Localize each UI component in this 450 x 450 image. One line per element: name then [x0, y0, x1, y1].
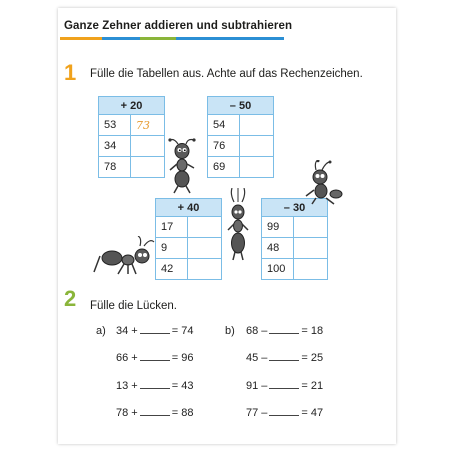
- table-cell-answer[interactable]: [294, 259, 328, 280]
- title-stripe-blue: [102, 37, 140, 40]
- answer-blank[interactable]: [269, 325, 299, 334]
- table-cell-value: 100: [262, 259, 294, 280]
- table-cell-value: 17: [156, 217, 188, 238]
- table-header: – 50: [208, 97, 274, 115]
- equation-right: = 47: [301, 407, 324, 419]
- table-cell-answer[interactable]: [240, 115, 274, 136]
- answer-blank[interactable]: [269, 380, 299, 389]
- title-stripe-blue-long: [176, 37, 284, 40]
- ant-hanging-icon: [226, 188, 250, 262]
- equation-left: 78 +: [116, 407, 138, 419]
- answer-blank[interactable]: [269, 352, 299, 361]
- table-minus-50: [207, 96, 274, 178]
- equation-right: = 25: [301, 352, 324, 364]
- table-cell-answer[interactable]: [131, 136, 165, 157]
- answer-blank[interactable]: [140, 407, 170, 416]
- table-plus-40: [155, 198, 222, 280]
- equation-left: 77 –: [246, 407, 268, 419]
- table-cell-value: 53: [99, 115, 131, 136]
- equation-left: 68 –: [246, 325, 268, 337]
- table-plus-20: [98, 96, 165, 178]
- equation-right: = 96: [171, 352, 194, 364]
- table-cell-value: 69: [208, 157, 240, 178]
- column-b-label: b): [225, 325, 235, 337]
- table-cell-answer[interactable]: [188, 259, 222, 280]
- answer-blank[interactable]: [140, 325, 170, 334]
- equation-left: 91 –: [246, 380, 268, 392]
- equation-left: 34 +: [116, 325, 138, 337]
- equation-left: 66 +: [116, 352, 138, 364]
- equation-a4: [116, 407, 193, 419]
- title-stripe-orange: [60, 37, 102, 40]
- equation-b1: [246, 325, 323, 337]
- table-header: + 40: [156, 199, 222, 217]
- equation-a2: [116, 352, 193, 364]
- equation-left: 13 +: [116, 380, 138, 392]
- table-cell-value: 42: [156, 259, 188, 280]
- table-cell-answer[interactable]: 73: [131, 115, 165, 136]
- title-stripe-green: [140, 37, 176, 40]
- table-cell-value: 9: [156, 238, 188, 259]
- task2-instruction: Fülle die Lücken.: [90, 300, 177, 312]
- equation-a3: [116, 380, 193, 392]
- table-minus-30: [261, 198, 328, 280]
- task-number-2: 2: [64, 286, 77, 311]
- table-cell-value: 54: [208, 115, 240, 136]
- table-cell-answer[interactable]: [240, 136, 274, 157]
- page-title: Ganze Zehner addieren und subtrahieren: [64, 20, 293, 32]
- equation-left: 45 –: [246, 352, 268, 364]
- equation-right: = 43: [171, 380, 194, 392]
- table-cell-answer[interactable]: [188, 217, 222, 238]
- ant-sitting-icon: [300, 160, 346, 206]
- equation-a1: [116, 325, 193, 337]
- answer-blank[interactable]: [140, 352, 170, 361]
- table-cell-value: 48: [262, 238, 294, 259]
- table-cell-value: 34: [99, 136, 131, 157]
- equation-right: = 21: [301, 380, 324, 392]
- equation-b4: [246, 407, 323, 419]
- answer-blank[interactable]: [140, 380, 170, 389]
- equation-right: = 74: [171, 325, 194, 337]
- column-a-label: a): [96, 325, 106, 337]
- table-header: – 30: [262, 199, 328, 217]
- table-cell-value: 78: [99, 157, 131, 178]
- table-cell-answer[interactable]: [294, 238, 328, 259]
- table-cell-answer[interactable]: [240, 157, 274, 178]
- task1-instruction: Fülle die Tabellen aus. Achte auf das Rechenzeichen.: [90, 68, 363, 80]
- equation-b3: [246, 380, 323, 392]
- table-cell-answer[interactable]: [294, 217, 328, 238]
- equation-right: = 18: [301, 325, 324, 337]
- answer-blank[interactable]: [269, 407, 299, 416]
- equation-right: = 88: [171, 407, 194, 419]
- table-cell-answer[interactable]: [188, 238, 222, 259]
- table-header: + 20: [99, 97, 165, 115]
- task-number-1: 1: [64, 60, 77, 85]
- table-cell-value: 76: [208, 136, 240, 157]
- table-cell-answer[interactable]: [131, 157, 165, 178]
- ant-standing-icon: [164, 138, 204, 194]
- equation-b2: [246, 352, 323, 364]
- ant-crawling-icon: [92, 236, 156, 276]
- table-cell-value: 99: [262, 217, 294, 238]
